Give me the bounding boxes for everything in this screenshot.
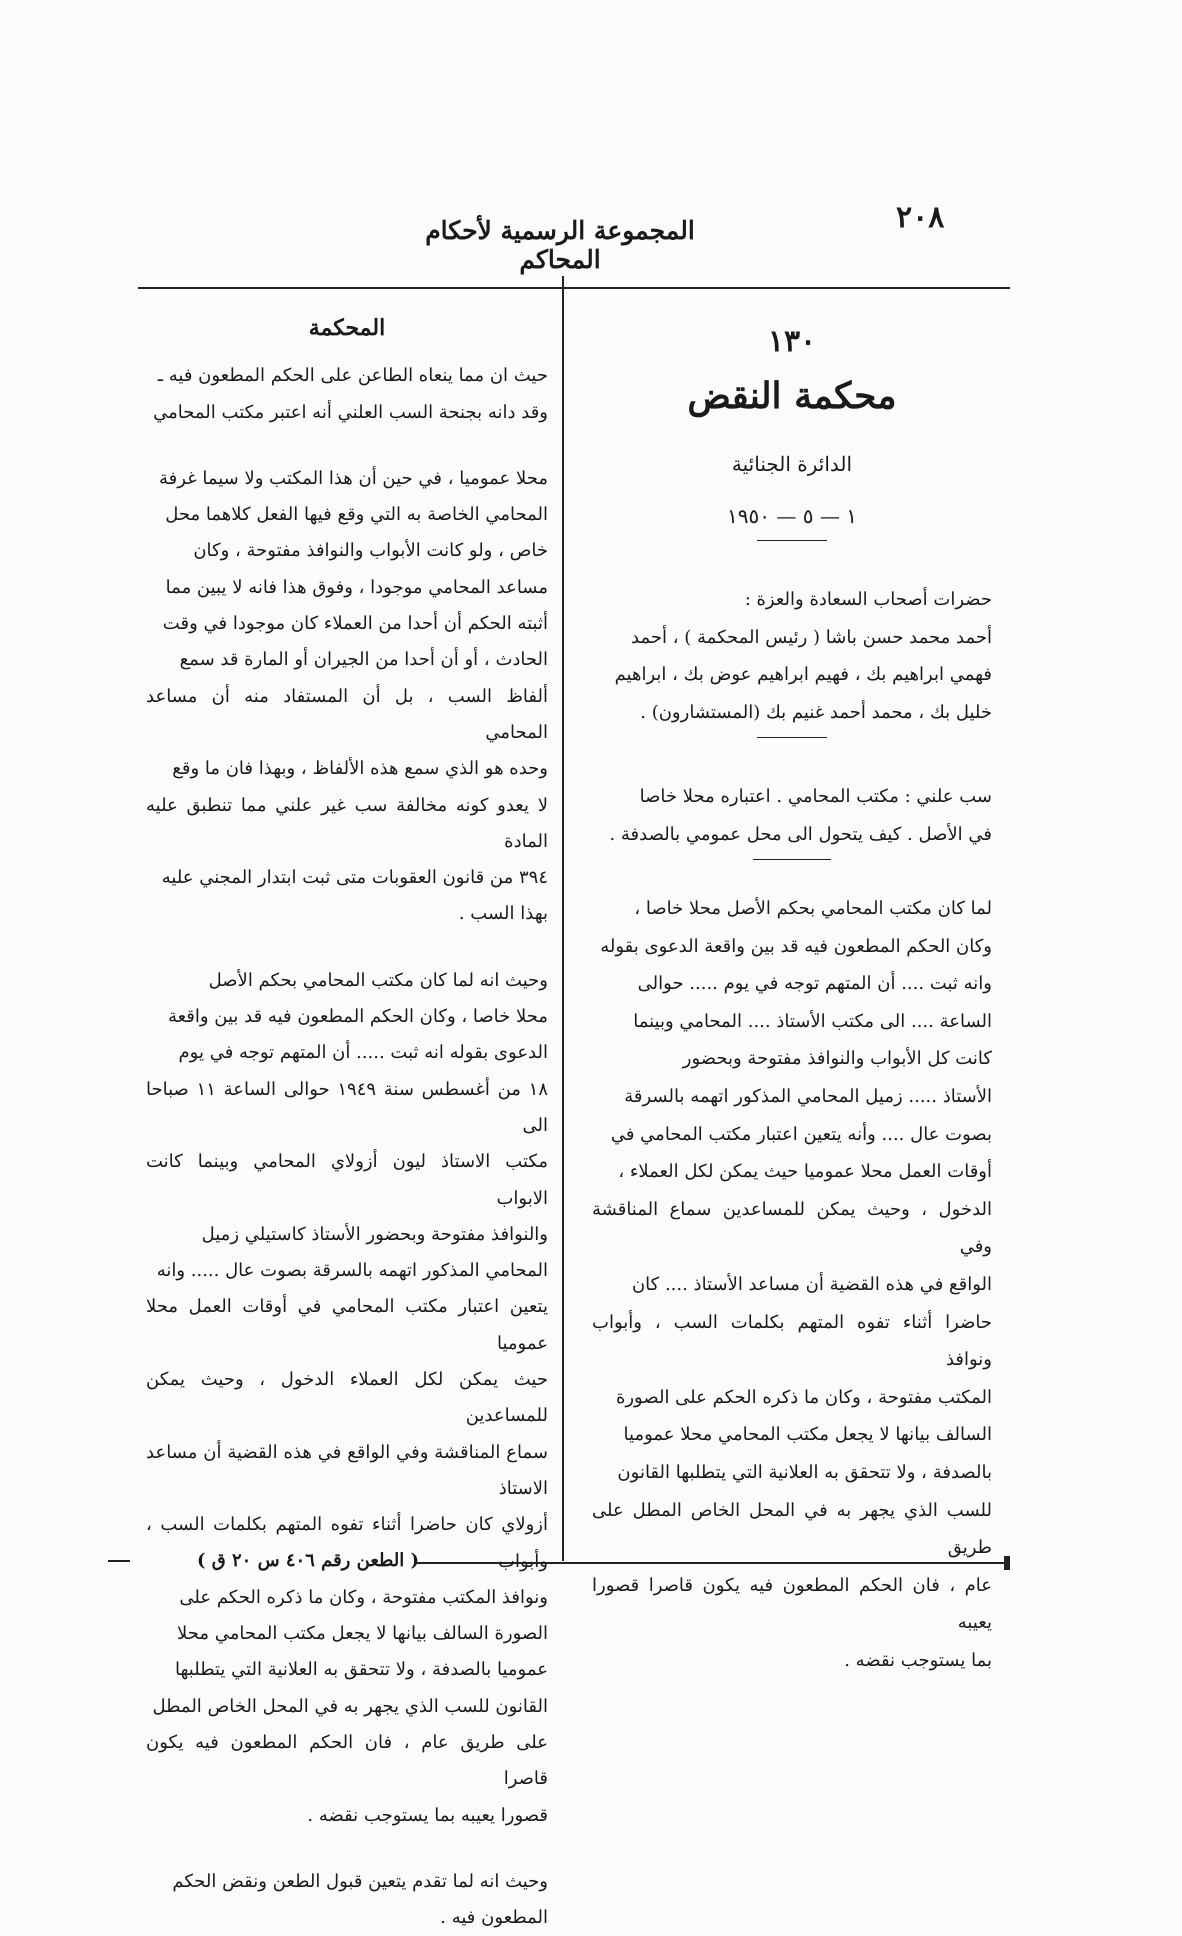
edge-mark	[108, 1560, 130, 1562]
body-line: حاضرا أثناء تفوه المتهم بكلمات السب ، وأبواب ونوافذ	[592, 1311, 992, 1371]
headnote	[592, 778, 992, 853]
panel-line: فهمي ابراهيم بك ، فهيم ابراهيم عوض بك ، ابراهيم	[614, 664, 992, 685]
text-line: حيث يمكن لكل العملاء الدخول ، وحيث يمكن للمساعدين	[146, 1369, 548, 1427]
text-line: المحامي الخاصة به التي وقع فيها الفعل كلاهما محل	[165, 504, 548, 526]
column-divider	[562, 276, 564, 1561]
headnote-line: سب علني : مكتب المحامي . اعتباره محلا خاصا	[639, 786, 992, 807]
body-line: للسب الذي يجهر به في المحل الخاص المطل على طريق	[592, 1499, 992, 1559]
text-line: المحامي المذكور اتهمه بالسرقة بصوت عال ..... وانه	[156, 1260, 548, 1282]
section-heading: المحكمة	[308, 315, 386, 341]
footer-rule	[414, 1562, 1010, 1564]
text-line: على طريق عام ، فان الحكم المطعون فيه يكون قاصرا	[146, 1731, 548, 1790]
judgment-date: ١ — ٥ — ١٩٥٠	[727, 504, 857, 528]
left-column	[146, 310, 548, 1936]
paragraph-3	[146, 963, 548, 1834]
text-line: الدعوى بقوله انه ثبت ..... أن المتهم توجه في يوم	[178, 1042, 548, 1064]
header-rule	[138, 287, 1010, 289]
text-line: الصورة السالف بيانها لا يجعل مكتب المحامي محلا	[177, 1623, 548, 1645]
body-line: أوقات العمل محلا عموميا حيث يمكن لكل العملاء ،	[618, 1161, 992, 1183]
panel-line: خليل بك ، محمد أحمد غنيم بك (المستشارون) .	[640, 701, 992, 723]
text-line: مكتب الاستاذ ليون أزولاي المحامي وبينما كانت الابواب	[146, 1151, 548, 1209]
text-line: القانون للسب الذي يجهر به في المحل الخاص المطل	[152, 1695, 548, 1717]
text-line: الحادث ، أو أن أحدا من الجيران أو المارة قد سمع	[179, 649, 548, 671]
text-line: محلا خاصا ، وكان الحكم المطعون فيه قد بين واقعة	[167, 1006, 548, 1028]
case-number: ١٣٠	[767, 324, 817, 359]
text-line: أثبته الحكم أن أحدا من العملاء كان موجودا في وقت	[162, 613, 548, 635]
body-line: بالصدفة ، ولا تتحقق به العلانية التي يتطلبها القانون	[617, 1461, 992, 1483]
paragraph-1	[146, 358, 548, 431]
text-line: ١٨ من أغسطس سنة ١٩٤٩ حوالى الساعة ١١ صباحا الى	[146, 1078, 548, 1136]
headnote-line: في الأصل . كيف يتحول الى محل عمومي بالصدفة .	[609, 823, 992, 845]
text-line: يتعين اعتبار مكتب المحامي في أوقات العمل محلا عموميا	[146, 1296, 548, 1354]
text-line: حيث ان مما ينعاه الطاعن على الحكم المطعون فيه ـ	[157, 365, 548, 387]
text-line: سماع المناقشة وفي الواقع في هذه القضية أن مساعد الاستاذ	[146, 1441, 548, 1499]
circuit-name: الدائرة الجنائية	[731, 452, 853, 476]
body-line: الأستاذ ..... زميل المحامي المذكور اتهمه بالسرقة	[624, 1085, 992, 1107]
text-line: وحده هو الذي سمع هذه الألفاظ ، وبهذا فان ما وقع	[172, 758, 548, 780]
text-line: ونوافذ المكتب مفتوحة ، وكان ما ذكره الحكم على	[179, 1586, 548, 1608]
text-line: وحيث انه لما كان مكتب المحامي بحكم الأصل	[208, 969, 548, 991]
text-line: والنوافذ مفتوحة وبحضور الأستاذ كاستيلي زميل	[201, 1223, 548, 1245]
bracket-mark	[1004, 1556, 1010, 1570]
text-line: قصورا يعيبه بما يستوجب نقضه .	[307, 1804, 548, 1826]
court-name: محكمة النقض	[687, 375, 897, 417]
text-line: ألفاظ السب ، بل أن المستفاد منه أن مساعد المحامي	[146, 685, 548, 743]
body-line: كانت كل الأبواب والنوافذ مفتوحة وبحضور	[682, 1048, 992, 1070]
text-line: وحيث انه لما تقدم يتعين قبول الطعن ونقض الحكم	[172, 1870, 548, 1892]
text-line: خاص ، ولو كانت الأبواب والنوافذ مفتوحة ، وكان	[193, 540, 548, 562]
body-line: السالف بيانها لا يجعل مكتب المحامي محلا عموميا	[623, 1424, 992, 1446]
panel-line: أحمد محمد حسن باشا ( رئيس المحكمة ) ، أحمد	[631, 626, 992, 648]
text-line: لا يعدو كونه مخالفة سب غير علني مما تنطبق عليه المادة	[146, 794, 548, 852]
running-title: المجموعة الرسمية لأحكام المحاكم	[425, 216, 695, 274]
appeal-reference: ( الطعن رقم ٤٠٦ س ٢٠ ق )	[196, 1550, 420, 1571]
text-line: بهذا السب .	[458, 903, 548, 925]
panel	[592, 581, 992, 731]
panel-line: حضرات أصحاب السعادة والعزة :	[744, 589, 992, 610]
body-line: المكتب مفتوحة ، وكان ما ذكره الحكم على الصورة	[615, 1386, 992, 1408]
text-line: مساعد المحامي موجودا ، وفوق هذا فانه لا يبين مما	[165, 576, 548, 598]
text-line: وقد دانه بجنحة السب العلني أنه اعتبر مكتب المحامي	[153, 401, 548, 423]
body-line: لما كان مكتب المحامي بحكم الأصل محلا خاصا ،	[634, 898, 992, 919]
paragraph-2	[146, 461, 548, 933]
text-line: أزولاي كان حاضرا أثناء تفوه المتهم بكلمات السب ، وأبواب	[146, 1514, 548, 1572]
body-line: بما يستوجب نقضه .	[844, 1649, 992, 1671]
body-line: الساعة .... الى مكتب الأستاذ .... المحامي وبينما	[633, 1010, 992, 1032]
text-line: محلا عموميا ، في حين أن هذا المكتب ولا سيما غرفة	[159, 467, 548, 489]
body-line: وكان الحكم المطعون فيه قد بين واقعة الدعوى بقوله	[600, 935, 992, 957]
right-column	[592, 320, 992, 1679]
text-line: ٣٩٤ من قانون العقوبات متى ثبت ابتدار المجني عليه	[161, 867, 548, 889]
body-line: بصوت عال .... وأنه يتعين اعتبار مكتب المحامي في	[610, 1123, 992, 1145]
page-number: ٢٠٨	[896, 200, 945, 235]
body-line: الدخول ، وحيث يمكن للمساعدين سماع المناقشة وفي	[592, 1198, 992, 1258]
body-line: عام ، فان الحكم المطعون فيه يكون قاصرا قصورا يعيبه	[592, 1574, 992, 1634]
text-line: المطعون فيه .	[440, 1907, 548, 1929]
body-line: وانه ثبت .... أن المتهم توجه في يوم ..... حوالى	[637, 973, 992, 995]
text-line: عموميا بالصدفة ، ولا تتحقق به العلانية التي يتطلبها	[175, 1659, 548, 1681]
body-line: الواقع في هذه القضية أن مساعد الأستاذ .... كان	[631, 1273, 992, 1295]
paragraph-4	[146, 1864, 548, 1936]
